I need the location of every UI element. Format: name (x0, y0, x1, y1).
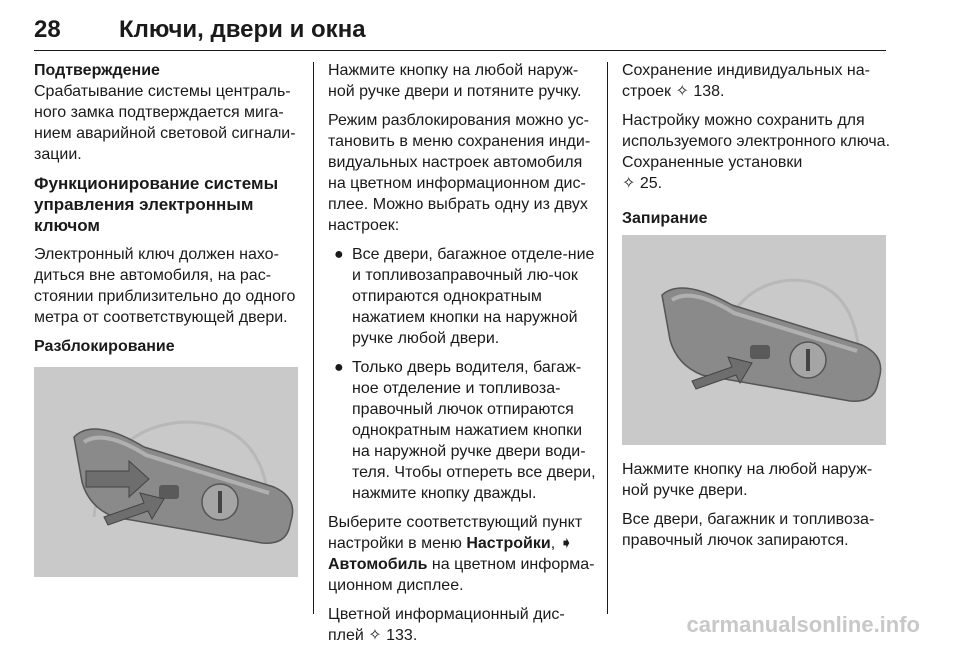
paragraph (622, 60, 892, 102)
column-2 (328, 60, 596, 654)
bullet-icon: ● (334, 359, 344, 376)
text: Выберите соответствующий пункт настройки в меню (328, 514, 583, 552)
text: на цветном информа-ционном дисплее. (328, 556, 595, 594)
column-3 (622, 60, 892, 559)
door-handle-unlock-illustration (34, 367, 298, 577)
menu-arrow-icon: , ➧ (550, 535, 574, 552)
page-reference: ✧ 25. (622, 175, 663, 192)
paragraph: Нажмите кнопку на любой наруж-ной ручке двери. (622, 461, 873, 499)
door-handle-lock-illustration (622, 235, 886, 445)
subheading-confirmation: Подтверждение (34, 62, 160, 79)
list-item-text: Все двери, багажное отделе-ние и топливозаправочный лю-чок отпираются однократным нажатием кнопки на наружной ручке любой двери. (352, 246, 595, 347)
list-item (328, 357, 596, 504)
paragraph (328, 512, 596, 596)
menu-settings: Настройки (466, 535, 551, 552)
paragraph: Все двери, багажник и топливоза-правочный лючок запираются. (622, 511, 875, 549)
paragraph: Нажмите кнопку на любой наруж-ной ручке двери и потяните ручку. (328, 62, 582, 100)
text: Настройку можно сохранить для используемого электронного ключа. Сохраненные установки (622, 112, 891, 171)
text: Цветной информационный дис-плей (328, 606, 565, 644)
page-number: 28 (34, 16, 61, 43)
watermark: carmanualsonline.info (686, 612, 920, 637)
text: Сохранение индивидуальных на-строек (622, 62, 870, 100)
paragraph: Срабатывание системы централь-ного замка подтверждается мига-нием аварийной световой сигнали-зации. (34, 83, 296, 163)
bullet-icon: ● (334, 246, 344, 263)
subheading-unlock: Разблокирование (34, 338, 175, 355)
list-item-text: Только дверь водителя, багаж-ное отделение и топливоза-правочный лючок отпираются однократным нажатием кнопки на наружной ручке двери води-теля. Чтобы отпереть все двери, нажмите кнопку дважды. (352, 359, 596, 502)
list-item (328, 244, 596, 349)
section-title: Функционирование системы управления электронным ключом (34, 174, 279, 235)
page-reference: ✧ 138. (675, 83, 725, 100)
page-header (34, 16, 886, 51)
column-divider (607, 62, 608, 614)
paragraph: Электронный ключ должен нахо-диться вне автомобиля, на рас-стоянии приблизительно до одного метра от соответствующей двери. (34, 246, 296, 326)
menu-vehicle: Автомобиль (328, 556, 428, 573)
column-divider (313, 62, 314, 614)
paragraph: Режим разблокирования можно ус-тановить в меню сохранения инди-видуальных настроек автомобиля на цветном информационном дис-плее. Можно выбрать одну из двух настроек: (328, 112, 591, 234)
page-reference: ✧ 133. (368, 627, 418, 644)
chapter-title: Ключи, двери и окна (119, 16, 366, 43)
subheading-lock: Запирание (622, 210, 708, 227)
paragraph (328, 604, 596, 646)
paragraph (622, 110, 892, 194)
column-1 (34, 60, 300, 577)
